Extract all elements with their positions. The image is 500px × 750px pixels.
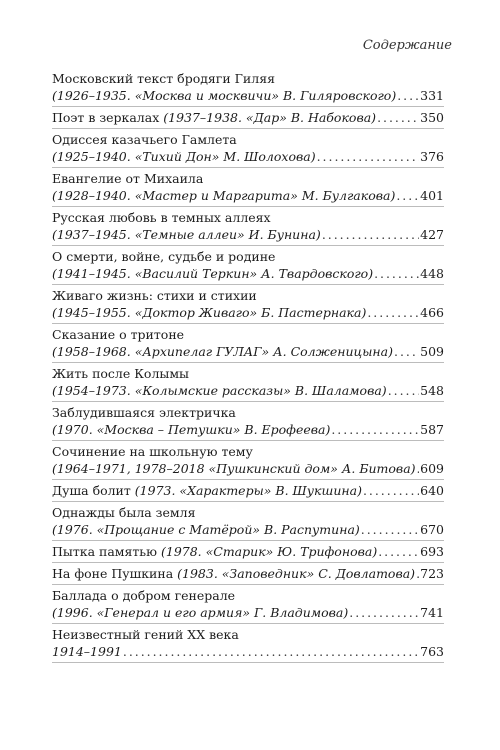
toc-entry-title: Московский текст бродяги Гиляя [52,71,275,86]
toc-entry-subtitle-row [52,148,444,165]
toc-entry-subtitle-row [52,521,444,538]
toc-leader-dots [374,265,419,282]
toc-entry-title: Пытка памятью [52,544,161,559]
toc-entry[interactable] [52,363,444,402]
toc-entry-subtitle-part: (1978. «Старик» Ю. Трифонова) [160,544,378,559]
toc-entry-subtitle-row [52,482,444,499]
toc-entry-subtitle-row [52,87,444,104]
table-of-contents [52,68,444,663]
toc-entry-title: Поэт в зеркалах [52,110,164,125]
toc-entry[interactable] [52,502,444,541]
toc-entry-page-number: 587 [420,422,444,437]
toc-entry[interactable] [52,168,444,207]
toc-entry-title: Одиссея казачьего Гамлета [52,132,237,147]
toc-entry-subtitle-row [52,604,444,621]
toc-entry-subtitle: (1925–1940. «Тихий Дон» М. Шолохова) [52,149,316,164]
toc-entry-title: Живаго жизнь: стихи и стихии [52,288,257,303]
toc-entry[interactable] [52,563,444,585]
toc-leader-dots [378,543,419,560]
toc-entry-title: Сочинение на школьную тему [52,444,253,459]
toc-entry-subtitle-row [52,543,444,560]
toc-entry-page-number: 466 [420,305,444,320]
toc-entry-subtitle-row [52,109,444,126]
toc-entry-page-number: 763 [420,644,444,659]
toc-entry-title: Однажды была земля [52,505,196,520]
toc-leader-dots [367,304,419,321]
toc-entry[interactable] [52,402,444,441]
toc-entry[interactable] [52,624,444,663]
toc-entry[interactable] [52,207,444,246]
toc-entry[interactable] [52,585,444,624]
toc-entry-subtitle-part: (1937–1938. «Дар» В. Набокова) [163,110,377,125]
toc-entry-title: О смерти, войне, судьбе и родине [52,249,276,264]
toc-entry-subtitle-row [52,460,444,477]
toc-entry[interactable] [52,541,444,563]
toc-entry[interactable] [52,324,444,363]
toc-entry-subtitle: (1928–1940. «Мастер и Маргарита» М. Булгакова) [52,188,396,203]
toc-leader-dots [317,148,420,165]
toc-leader-dots [349,604,419,621]
toc-entry-page-number: 741 [420,605,444,620]
toc-entry-page-number: 448 [420,266,444,281]
toc-entry-title: Сказание о тритоне [52,327,185,342]
running-head: Содержание [362,38,452,53]
toc-entry-page-number: 670 [420,522,444,537]
toc-entry-subtitle: (1970. «Москва – Петушки» В. Ерофеева) [52,422,331,437]
toc-entry-subtitle: (1941–1945. «Василий Теркин» А. Твардовского) [52,266,374,281]
toc-entry-subtitle: (1996. «Генерал и его армия» Г. Владимова) [52,605,349,620]
toc-entry-title: Евангелие от Михаила [52,171,204,186]
toc-entry-subtitle-row [52,382,444,399]
toc-entry-page-number: 640 [420,483,444,498]
toc-entry-page-number: 548 [420,383,444,398]
toc-leader-dots [322,226,419,243]
toc-leader-dots [416,565,419,582]
toc-entry-title: Жить после Колымы [52,366,189,381]
toc-entry-subtitle: (1958–1968. «Архипелаг ГУЛАГ» А. Солженицына) [52,344,393,359]
toc-entry[interactable] [52,285,444,324]
toc-entry-page-number: 331 [420,88,444,103]
toc-entry[interactable] [52,107,444,129]
toc-entry-subtitle [52,565,415,582]
toc-entry-title: Неизвестный гений XX века [52,627,239,642]
toc-entry-subtitle [52,543,377,560]
toc-leader-dots [417,460,420,477]
toc-entry-subtitle: 1914–1991 [52,644,122,659]
toc-entry[interactable] [52,441,444,480]
toc-leader-dots [377,109,419,126]
toc-entry-subtitle-row [52,304,444,321]
toc-entry[interactable] [52,480,444,502]
toc-entry-title: Душа болит [52,483,135,498]
toc-leader-dots [123,643,419,660]
toc-entry-page-number: 723 [420,566,444,581]
toc-leader-dots [361,521,419,538]
toc-entry-subtitle-row [52,643,444,660]
toc-leader-dots [363,482,419,499]
toc-entry[interactable] [52,68,444,107]
toc-entry-subtitle-row [52,565,444,582]
toc-entry-page-number: 693 [420,544,444,559]
toc-entry-subtitle-row [52,265,444,282]
toc-leader-dots [396,187,419,204]
toc-entry-subtitle: (1976. «Прощание с Матёрой» В. Распутина) [52,522,360,537]
toc-entry-page-number: 427 [420,227,444,242]
toc-entry-subtitle-row [52,187,444,204]
toc-entry-title: Баллада о добром генерале [52,588,236,603]
toc-entry-title: На фоне Пушкина [52,566,178,581]
toc-entry[interactable] [52,129,444,168]
toc-leader-dots [388,382,419,399]
toc-entry-subtitle-row [52,226,444,243]
toc-entry-subtitle [52,482,362,499]
toc-entry[interactable] [52,246,444,285]
toc-entry-page-number: 509 [420,344,444,359]
toc-entry-page-number: 376 [420,149,444,164]
toc-entry-subtitle: (1926–1935. «Москва и москвичи» В. Гиляровского) [52,88,397,103]
toc-entry-subtitle-row [52,343,444,360]
toc-entry-subtitle: (1954–1973. «Колымские рассказы» В. Шаламова) [52,383,387,398]
toc-entry-page-number: 401 [420,188,444,203]
toc-entry-subtitle: (1964–1971, 1978–2018 «Пушкинский дом» А. Битова) [52,461,416,476]
toc-entry-subtitle-row [52,421,444,438]
toc-entry-subtitle: (1937–1945. «Темные аллеи» И. Бунина) [52,227,321,242]
toc-entry-title: Заблудившаяся электричка [52,405,236,420]
toc-entry-page-number: 350 [420,110,444,125]
toc-leader-dots [397,87,419,104]
toc-entry-subtitle-part: (1973. «Характеры» В. Шукшина) [134,483,362,498]
toc-leader-dots [331,421,419,438]
toc-entry-page-number: 609 [420,461,444,476]
toc-entry-subtitle: (1945–1955. «Доктор Живаго» Б. Пастернака) [52,305,367,320]
toc-entry-title: Русская любовь в темных аллеях [52,210,271,225]
toc-leader-dots [394,343,419,360]
toc-entry-subtitle-part: (1983. «Заповедник» С. Довлатова) [177,566,416,581]
toc-entry-subtitle [52,109,376,126]
